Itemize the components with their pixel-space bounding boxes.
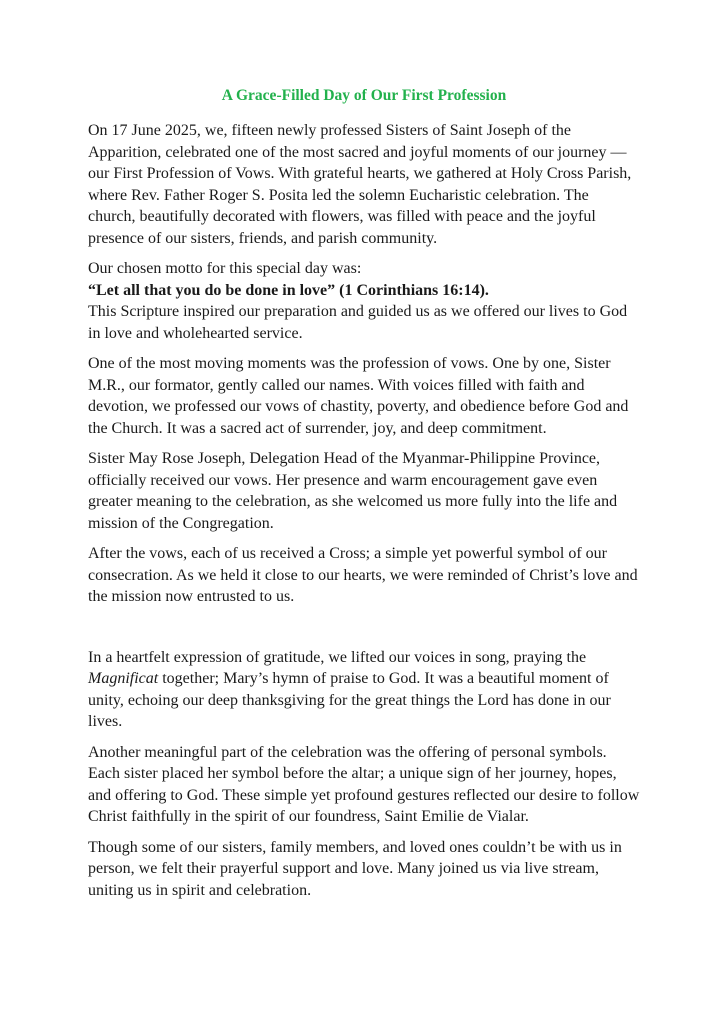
document-title: A Grace-Filled Day of Our First Profession bbox=[221, 87, 507, 104]
paragraph-delegation-head: Sister May Rose Joseph, Delegation Head of the Myanmar-Philippine Province, officially received our vows. Her presence and warm encouragement gave even greater meaning to the celebration, as she welcomed us more fully into the life and mission of the Congregation. bbox=[88, 450, 618, 532]
magnificat-title: Magnificat bbox=[88, 670, 159, 687]
motto-explanation: This Scripture inspired our preparation and guided us as we offered our lives to God in love and wholehearted service. bbox=[88, 303, 628, 342]
paragraph-live-stream: Though some of our sisters, family members, and loved ones couldn’t be with us in person, we felt their prayerful support and love. Many joined us via live stream, uniting us in spirit and celebration. bbox=[88, 838, 622, 899]
magnificat-text-before: In a heartfelt expression of gratitude, we lifted our voices in song, praying the bbox=[88, 648, 587, 666]
motto-intro: Our chosen motto for this special day was: bbox=[88, 260, 362, 277]
paragraph-motto bbox=[88, 258, 640, 344]
paragraph-profession-intro: On 17 June 2025, we, fifteen newly professed Sisters of Saint Joseph of the Apparition, celebrated one of the most sacred and joyful moments of our journey — our First Profession of Vows. With grateful hearts, we gathered at Holy Cross Parish, where Rev. Father Roger S. Posita led the solemn Eucharistic celebration. The church, beautifully decorated with flowers, was filled with peace and the joyful presence of our sisters, friends, and parish community. bbox=[88, 122, 632, 247]
magnificat-text-after: together; Mary’s hymn of praise to God. It was a beautiful moment of unity, echoing our deep thanksgiving for the great things the Lord has done in our lives. bbox=[88, 670, 611, 730]
section-gap bbox=[88, 617, 640, 647]
paragraph-cross: After the vows, each of us received a Cross; a simple yet powerful symbol of our consecration. As we held it close to our hearts, we were reminded of Christ’s love and the mission now entrusted to us. bbox=[88, 545, 638, 605]
paragraph-profession-of-vows: One of the most moving moments was the profession of vows. One by one, Sister M.R., our formator, gently called our names. With voices filled with faith and devotion, we professed our vows of chastity, poverty, and obedience before God and the Church. It was a sacred act of surrender, joy, and deep commitment. bbox=[88, 355, 629, 437]
document-page bbox=[88, 86, 640, 910]
motto-quote: “Let all that you do be done in love” (1 Corinthians 16:14). bbox=[88, 281, 489, 299]
paragraph-magnificat bbox=[88, 647, 640, 733]
paragraph-personal-symbols: Another meaningful part of the celebration was the offering of personal symbols. Each sister placed her symbol before the altar; a unique sign of her journey, hopes, and offering to God. These simple yet profound gestures reflected our desire to follow Christ faithfully in the spirit of our foundress, Saint Emilie de Vialar. bbox=[88, 743, 640, 825]
